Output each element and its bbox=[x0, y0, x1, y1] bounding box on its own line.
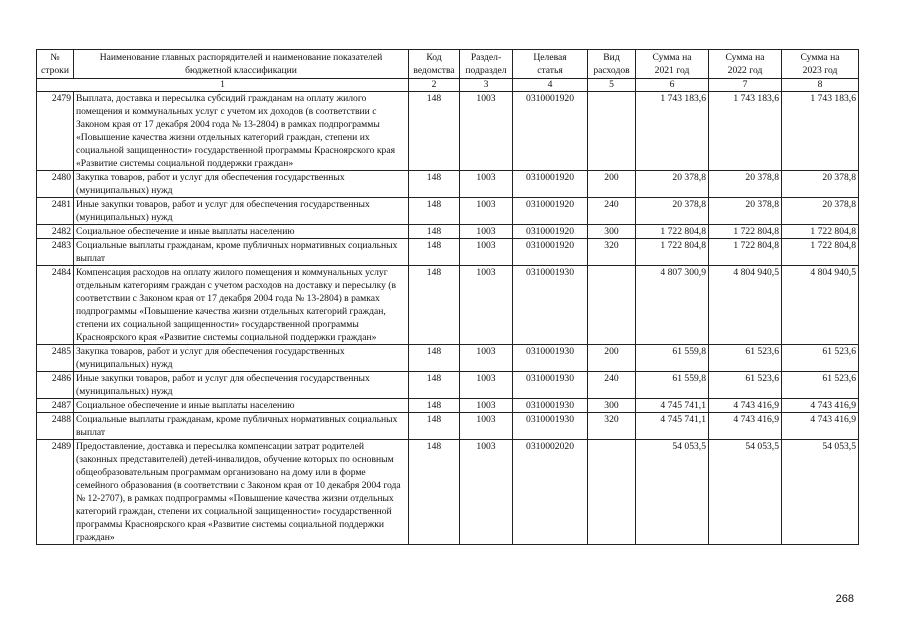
row-sum-2022: 61 523,6 bbox=[709, 345, 782, 372]
header-expense-type: Вид расходов bbox=[588, 50, 636, 79]
row-department-code: 148 bbox=[409, 372, 460, 399]
row-target-article: 0310001930 bbox=[513, 372, 588, 399]
row-department-code: 148 bbox=[409, 198, 460, 225]
row-number: 2486 bbox=[37, 372, 74, 399]
table-row bbox=[37, 413, 859, 440]
row-target-article: 0310001920 bbox=[513, 239, 588, 266]
table-header-row bbox=[37, 50, 859, 79]
row-sum-2022: 54 053,5 bbox=[709, 440, 782, 545]
row-name: Предоставление, доставка и пересылка компенсации затрат родителей (законных представителей) детей-инвалидов, обучение которых по основным общеобразовательным программам организовано на дому или в форме семейного образования (в соответствии с Законом края от 10 декабря 2004 года № 12-2707), в рамках подпрограммы «Повышение качества жизни отдельных категорий граждан, степени их социальной защищенности» государственной программы Красноярского края «Развитие системы социальной поддержки граждан» bbox=[74, 440, 409, 545]
page-number: 268 bbox=[835, 593, 854, 605]
row-number: 2484 bbox=[37, 266, 74, 345]
row-department-code: 148 bbox=[409, 239, 460, 266]
row-sum-2021: 4 807 300,9 bbox=[636, 266, 709, 345]
row-target-article: 0310001930 bbox=[513, 399, 588, 413]
row-sum-2023: 61 523,6 bbox=[782, 345, 859, 372]
header-name: Наименование главных распорядителей и наименование показателей бюджетной классификации bbox=[74, 50, 409, 79]
row-target-article: 0310001920 bbox=[513, 171, 588, 198]
row-sum-2021: 4 745 741,1 bbox=[636, 399, 709, 413]
row-section: 1003 bbox=[460, 345, 513, 372]
row-name: Социальное обеспечение и иные выплаты населению bbox=[74, 399, 409, 413]
row-department-code: 148 bbox=[409, 171, 460, 198]
row-expense-type: 320 bbox=[588, 413, 636, 440]
row-name: Социальное обеспечение и иные выплаты населению bbox=[74, 225, 409, 239]
row-name: Выплата, доставка и пересылка субсидий гражданам на оплату жилого помещения и коммунальных услуг с учетом их доходов (в соответствии с Законом края от 17 декабря 2004 года № 13-2804) в рамках подпрограммы «Повышение качества жизни отдельных категорий граждан, степени их социальной защищенности» государственной программы Красноярского края «Развитие системы социальной поддержки граждан» bbox=[74, 92, 409, 171]
row-number: 2480 bbox=[37, 171, 74, 198]
row-section: 1003 bbox=[460, 198, 513, 225]
row-sum-2023: 61 523,6 bbox=[782, 372, 859, 399]
row-sum-2021: 20 378,8 bbox=[636, 198, 709, 225]
row-number: 2487 bbox=[37, 399, 74, 413]
column-number: 8 bbox=[782, 79, 859, 92]
table-row bbox=[37, 266, 859, 345]
row-section: 1003 bbox=[460, 440, 513, 545]
row-sum-2023: 20 378,8 bbox=[782, 198, 859, 225]
row-department-code: 148 bbox=[409, 413, 460, 440]
row-number: 2481 bbox=[37, 198, 74, 225]
header-section: Раздел- подраздел bbox=[460, 50, 513, 79]
row-sum-2021: 54 053,5 bbox=[636, 440, 709, 545]
row-sum-2023: 54 053,5 bbox=[782, 440, 859, 545]
row-department-code: 148 bbox=[409, 92, 460, 171]
table-row bbox=[37, 225, 859, 239]
row-number: 2483 bbox=[37, 239, 74, 266]
table-row bbox=[37, 198, 859, 225]
row-sum-2022: 1 743 183,6 bbox=[709, 92, 782, 171]
row-department-code: 148 bbox=[409, 225, 460, 239]
row-target-article: 0310001920 bbox=[513, 198, 588, 225]
column-number: 5 bbox=[588, 79, 636, 92]
row-section: 1003 bbox=[460, 372, 513, 399]
table-row bbox=[37, 440, 859, 545]
row-number: 2485 bbox=[37, 345, 74, 372]
row-target-article: 0310001930 bbox=[513, 413, 588, 440]
table-row bbox=[37, 92, 859, 171]
row-sum-2021: 61 559,8 bbox=[636, 372, 709, 399]
row-sum-2021: 1 743 183,6 bbox=[636, 92, 709, 171]
header-sum-2023: Сумма на 2023 год bbox=[782, 50, 859, 79]
header-sum-2021: Сумма на 2021 год bbox=[636, 50, 709, 79]
row-sum-2023: 20 378,8 bbox=[782, 171, 859, 198]
row-sum-2021: 1 722 804,8 bbox=[636, 239, 709, 266]
row-sum-2023: 1 722 804,8 bbox=[782, 225, 859, 239]
row-number: 2482 bbox=[37, 225, 74, 239]
row-sum-2023: 1 743 183,6 bbox=[782, 92, 859, 171]
column-number: 7 bbox=[709, 79, 782, 92]
table-row bbox=[37, 239, 859, 266]
table-row bbox=[37, 399, 859, 413]
row-section: 1003 bbox=[460, 399, 513, 413]
row-expense-type: 200 bbox=[588, 171, 636, 198]
row-expense-type: 300 bbox=[588, 225, 636, 239]
row-sum-2022: 4 743 416,9 bbox=[709, 413, 782, 440]
row-sum-2022: 4 743 416,9 bbox=[709, 399, 782, 413]
header-department-code: Код ведомства bbox=[409, 50, 460, 79]
row-sum-2022: 61 523,6 bbox=[709, 372, 782, 399]
row-department-code: 148 bbox=[409, 345, 460, 372]
row-sum-2022: 1 722 804,8 bbox=[709, 225, 782, 239]
row-sum-2021: 1 722 804,8 bbox=[636, 225, 709, 239]
row-sum-2021: 4 745 741,1 bbox=[636, 413, 709, 440]
row-sum-2022: 20 378,8 bbox=[709, 198, 782, 225]
row-target-article: 0310002020 bbox=[513, 440, 588, 545]
row-expense-type: 240 bbox=[588, 198, 636, 225]
row-section: 1003 bbox=[460, 266, 513, 345]
row-department-code: 148 bbox=[409, 440, 460, 545]
row-section: 1003 bbox=[460, 92, 513, 171]
row-expense-type: 320 bbox=[588, 239, 636, 266]
row-name: Социальные выплаты гражданам, кроме публичных нормативных социальных выплат bbox=[74, 413, 409, 440]
row-name: Социальные выплаты гражданам, кроме публичных нормативных социальных выплат bbox=[74, 239, 409, 266]
row-name: Компенсация расходов на оплату жилого помещения и коммунальных услуг отдельным категориям граждан с учетом расходов на доставку и пересылку (в соответствии с Законом края от 17 декабря 2004 года № 13-2804) в рамках подпрограммы «Повышение качества жизни отдельных категорий граждан, степени их социальной защищенности» государственной программы Красноярского края «Развитие системы социальной поддержки граждан» bbox=[74, 266, 409, 345]
row-expense-type: 200 bbox=[588, 345, 636, 372]
row-name: Иные закупки товаров, работ и услуг для обеспечения государственных (муниципальных) нужд bbox=[74, 198, 409, 225]
row-sum-2023: 1 722 804,8 bbox=[782, 239, 859, 266]
column-number: 2 bbox=[409, 79, 460, 92]
row-target-article: 0310001920 bbox=[513, 225, 588, 239]
header-row-number: № строки bbox=[37, 50, 74, 79]
row-section: 1003 bbox=[460, 225, 513, 239]
row-section: 1003 bbox=[460, 171, 513, 198]
row-target-article: 0310001920 bbox=[513, 92, 588, 171]
table-row bbox=[37, 372, 859, 399]
row-number: 2488 bbox=[37, 413, 74, 440]
table-body bbox=[37, 92, 859, 545]
table-row bbox=[37, 345, 859, 372]
row-sum-2022: 1 722 804,8 bbox=[709, 239, 782, 266]
row-expense-type bbox=[588, 440, 636, 545]
row-target-article: 0310001930 bbox=[513, 266, 588, 345]
row-sum-2022: 4 804 940,5 bbox=[709, 266, 782, 345]
table-row bbox=[37, 171, 859, 198]
row-target-article: 0310001930 bbox=[513, 345, 588, 372]
row-expense-type: 300 bbox=[588, 399, 636, 413]
row-sum-2023: 4 743 416,9 bbox=[782, 413, 859, 440]
header-target-article: Целевая статья bbox=[513, 50, 588, 79]
row-number: 2489 bbox=[37, 440, 74, 545]
column-number: 3 bbox=[460, 79, 513, 92]
row-section: 1003 bbox=[460, 239, 513, 266]
row-name: Закупка товаров, работ и услуг для обеспечения государственных (муниципальных) нужд bbox=[74, 345, 409, 372]
column-number: 4 bbox=[513, 79, 588, 92]
row-section: 1003 bbox=[460, 413, 513, 440]
row-expense-type: 240 bbox=[588, 372, 636, 399]
row-sum-2021: 61 559,8 bbox=[636, 345, 709, 372]
row-expense-type bbox=[588, 92, 636, 171]
row-name: Иные закупки товаров, работ и услуг для обеспечения государственных (муниципальных) нужд bbox=[74, 372, 409, 399]
budget-table bbox=[36, 49, 859, 545]
row-sum-2022: 20 378,8 bbox=[709, 171, 782, 198]
header-sum-2022: Сумма на 2022 год bbox=[709, 50, 782, 79]
row-sum-2023: 4 804 940,5 bbox=[782, 266, 859, 345]
column-number: 1 bbox=[37, 79, 409, 92]
row-sum-2023: 4 743 416,9 bbox=[782, 399, 859, 413]
row-number: 2479 bbox=[37, 92, 74, 171]
row-department-code: 148 bbox=[409, 399, 460, 413]
row-sum-2021: 20 378,8 bbox=[636, 171, 709, 198]
row-expense-type bbox=[588, 266, 636, 345]
row-department-code: 148 bbox=[409, 266, 460, 345]
row-name: Закупка товаров, работ и услуг для обеспечения государственных (муниципальных) нужд bbox=[74, 171, 409, 198]
column-number-row bbox=[37, 79, 859, 92]
column-number: 6 bbox=[636, 79, 709, 92]
